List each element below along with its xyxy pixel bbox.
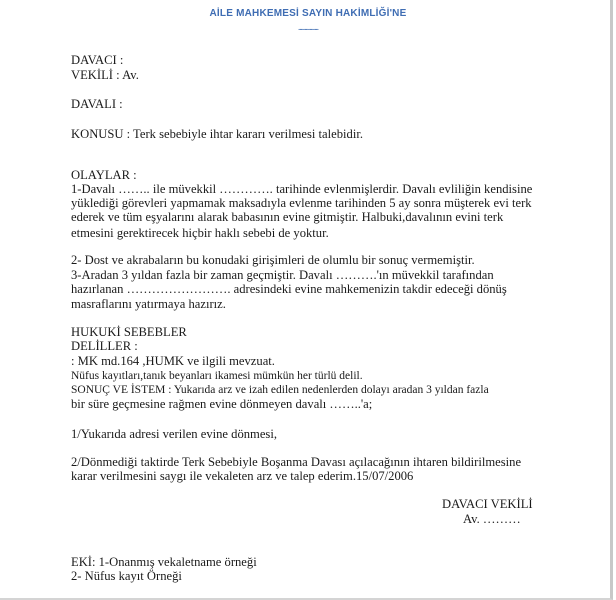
olaylar-1-line-3: ederek ve tüm eşyalarını alarak babasının evine gitmiştir. Halbuki,davalının evini terk [71,210,504,224]
sonuc-line-2: bir süre geçmesine rağmen evine dönmeyen davalı ……..'a; [71,397,373,411]
istem-2-line-2: karar verilmesini saygı ile vekaleten arz ve talep ederim.15/07/2006 [71,469,414,483]
vekili-label: VEKİLİ : Av. [71,68,139,82]
istem-2-line-1: 2/Dönmediği taktirde Terk Sebebiyle Boşanma Davası açılacağının ihtaren bildirilmesine [71,455,522,469]
signature-title: DAVACI VEKİLİ [442,497,533,511]
nufus-kayitlari-line: Nüfus kayıtları,tanık beyanları ikamesi mümkün her türlü delil. [71,370,363,382]
davali-label: DAVALI : [71,97,123,111]
signature-name: Av. ……… [463,512,521,526]
olaylar-1-line-2: yüklediği görevleri yapmamak maksadıyla evlenme tarihinden 5 ay sonra müşterek evi terk [71,196,532,210]
hukuki-sebebler-heading: HUKUKİ SEBEBLER [71,325,187,339]
olaylar-1-line-4: etmesini gerektirecek hiçbir haklı sebebi de yoktur. [71,226,329,240]
olaylar-heading: OLAYLAR : [71,168,137,182]
olaylar-1-line-1: 1-Davalı …….. ile müvekkil …………. tarihinde evlenmişlerdir. Davalı evliliğin kendisine [71,182,533,196]
ek-1-line: EKİ: 1-Onanmış vekaletname örneği [71,555,257,569]
mevzuat-line: : MK md.164 ,HUMK ve ilgili mevzuat. [71,354,275,368]
deliller-heading: DELİLLER : [71,339,138,353]
page-title: AİLE MAHKEMESİ SAYIN HAKİMLİĞİ'NE [209,8,407,19]
konusu-line: KONUSU : Terk sebebiyle ihtar kararı verilmesi talebidir. [71,127,363,141]
istem-1-line: 1/Yukarıda adresi verilen evine dönmesi, [71,427,277,441]
olaylar-3-line-1: 3-Aradan 3 yıldan fazla bir zaman geçmiştir. Davalı ……….'ın müvekkil tarafından [71,268,494,282]
title-underline-dots: ................ [298,22,318,32]
davaci-label: DAVACI : [71,53,124,67]
olaylar-3-line-3: masraflarını yatırmaya hazırız. [71,297,226,311]
olaylar-3-line-2: hazırlanan ……………………. adresindeki evine mahkemenizin takdir edeceği dönüş [71,282,507,296]
olaylar-2-line: 2- Dost ve akrabaların bu konudaki girişimleri de olumlu bir sonuç vermemiştir. [71,253,475,267]
sonuc-line-1: SONUÇ VE İSTEM : Yukarıda arz ve izah edilen nedenlerden dolayı aradan 3 yıldan fazla [71,384,489,396]
ek-2-line: 2- Nüfus kayıt Örneği [71,569,182,583]
